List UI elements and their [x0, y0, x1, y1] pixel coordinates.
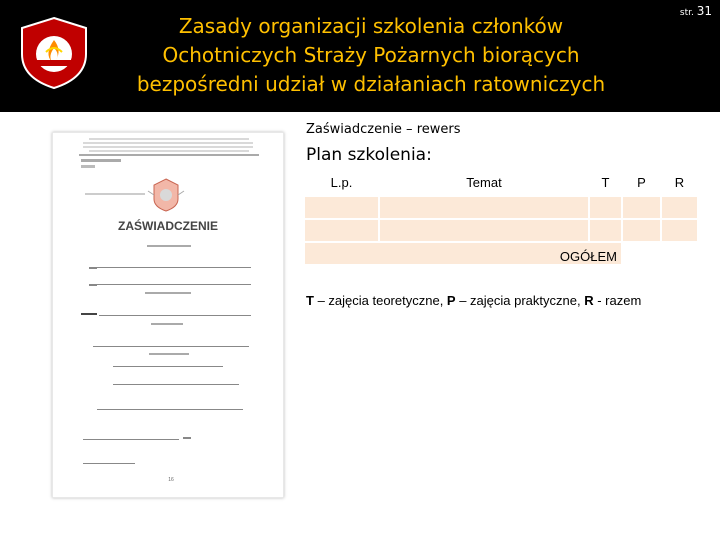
header-theory: T: [590, 170, 621, 195]
table-row: [305, 220, 697, 241]
legend-note: [306, 293, 641, 308]
page-number-prefix: str.: [679, 8, 694, 18]
page-number: [680, 4, 712, 18]
legend-key-t: T: [306, 293, 314, 308]
table-cell: [305, 197, 378, 218]
legend-text-r: - razem: [593, 293, 642, 308]
slide-header: [0, 0, 720, 112]
header-lp: L.p.: [305, 170, 378, 195]
table-header-row: [305, 170, 697, 195]
header-practice: P: [623, 170, 660, 195]
table-cell: [662, 197, 697, 218]
plan-title: Plan szkolenia:: [306, 145, 432, 165]
page-number-value: 31: [696, 4, 712, 18]
caption-reverse: Zaświadczenie – rewers: [306, 122, 461, 137]
header-topic: Temat: [380, 170, 588, 195]
table-cell: [662, 220, 697, 241]
header-total: R: [662, 170, 697, 195]
legend-key-r: R: [584, 293, 594, 308]
certificate-reverse-image: [52, 132, 284, 498]
table-cell: [590, 197, 621, 218]
table-cell: [305, 220, 378, 241]
total-label: OGÓŁEM: [305, 243, 621, 264]
table-row: [305, 197, 697, 218]
certificate-page-drawing: [53, 133, 283, 497]
table-cell: [623, 243, 660, 264]
table-total-row: [305, 243, 697, 264]
table-cell: [380, 197, 588, 218]
legend-text-p: – zajęcia praktyczne,: [455, 293, 585, 308]
table-cell: [623, 220, 660, 241]
table-cell: [623, 197, 660, 218]
table-cell: [662, 243, 697, 264]
fire-brigade-logo: [18, 16, 90, 90]
legend-text-t: – zajęcia teoretyczne,: [313, 293, 447, 308]
table-cell: [590, 220, 621, 241]
table-cell: [380, 220, 588, 241]
slide-title: Zasady organizacji szkolenia członków Ochotniczych Straży Pożarnych biorących bezpośredni udział w działaniach ratowniczych: [136, 14, 606, 96]
certificate-heading: ZAŚWIADCZENIE: [118, 219, 218, 233]
legend-key-p: P: [446, 293, 456, 308]
training-plan-table: [303, 168, 699, 266]
certificate-footer-number: 16: [168, 477, 174, 483]
